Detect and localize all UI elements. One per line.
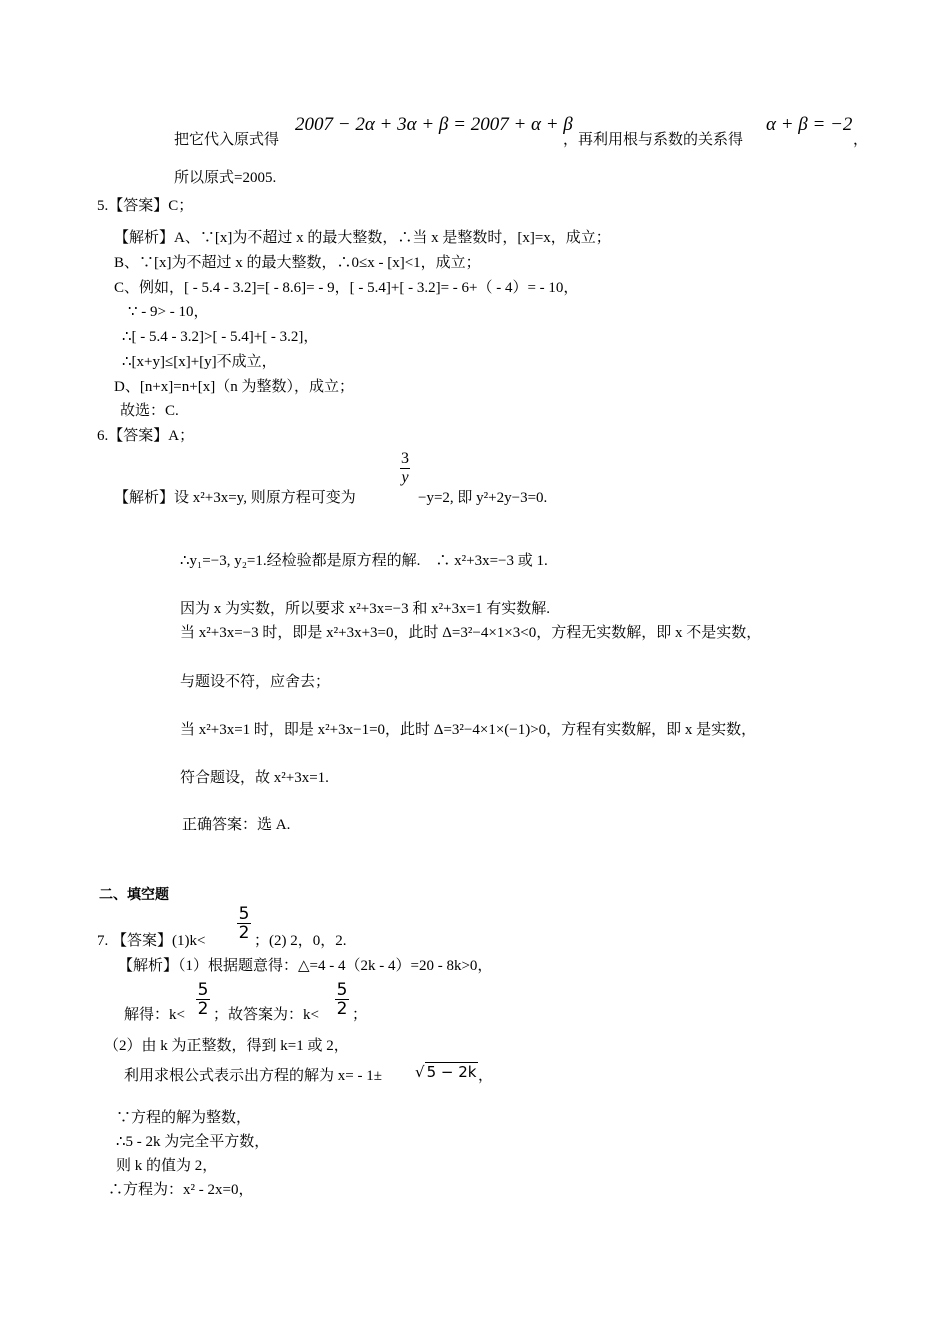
text: ；(2) 2，0，2. (254, 933, 347, 949)
text: 解得：k< (124, 1007, 185, 1023)
text: 利用求根公式表示出方程的解为 x= - 1± (124, 1068, 382, 1084)
numerator: 5 (197, 980, 209, 1000)
text: ∵ - 9> - 10， (128, 304, 209, 320)
text: ， (478, 1068, 494, 1084)
text: 【解析】A、∵[x]为不超过 x 的最大整数，∴当 x 是整数时，[x]=x，成立； (114, 230, 611, 246)
numerator: 3 (401, 450, 409, 467)
fraction (196, 981, 210, 1018)
denominator: 2 (336, 999, 348, 1019)
text: C、例如，[ - 5.4 - 3.2]=[ - 8.6]= - 9，[ - 5.4]+[ - 3.2]= - 6+（ - 4）= - 10， (114, 280, 579, 296)
denominator: y (401, 469, 409, 486)
text: ；故答案为：k< (213, 1007, 319, 1023)
denominator: 2 (238, 923, 250, 943)
answer-heading: 5.【答案】C； (97, 198, 194, 214)
square-root: √ 5 − 2k (415, 1063, 477, 1081)
text: 故选：C. (120, 403, 179, 419)
fraction (237, 905, 251, 942)
text: 则 k 的值为 2， (116, 1158, 218, 1174)
text: 所以原式=2005. (174, 170, 277, 186)
radicand: 5 − 2k (426, 1063, 477, 1081)
text: 因为 x 为实数，所以要求 x²+3x=−3 和 x²+3x=1 有实数解. (180, 601, 551, 617)
text: ∴y₁=−3, y₂=1.经检验都是原方程的解. ∴ x²+3x=−3 或 1. (180, 553, 548, 569)
text: （2）由 k 为正整数，得到 k=1 或 2， (104, 1038, 349, 1054)
text: 把它代入原式得 (174, 132, 280, 148)
fraction (335, 981, 349, 1018)
answer-heading: 7. 【答案】(1)k< (97, 933, 206, 949)
fraction (400, 450, 410, 487)
text: −y=2, 即 y²+2y−3=0. (418, 490, 548, 506)
text: ， (853, 132, 869, 148)
text: 【解析】（1）根据题意得：△=4 - 4（2k - 4）=20 - 8k>0， (118, 958, 493, 974)
answer-heading: 6.【答案】A； (97, 428, 195, 444)
text: ∴方程为：x² - 2x=0， (108, 1182, 254, 1198)
section-heading: 二、填空题 (99, 887, 169, 903)
text: ∴[x+y]≤[x]+[y]不成立， (122, 354, 277, 370)
text: ∴5 - 2k 为完全平方数， (116, 1134, 270, 1150)
text: ，再利用根与系数的关系得 (563, 132, 744, 148)
text: 当 x²+3x=1 时，即是 x²+3x−1=0，此时 Δ=3²−4×1×(−1)>0，方程有实数解，即 x 是实数， (180, 722, 757, 738)
formula: 2007 − 2α + 3α + β = 2007 + α + β (295, 114, 573, 135)
text: B、∵[x]为不超过 x 的最大整数，∴0≤x - [x]<1，成立； (114, 255, 481, 271)
text: D、[n+x]=n+[x]（n 为整数），成立； (114, 379, 354, 395)
text: 当 x²+3x=−3 时，即是 x²+3x+3=0，此时 Δ=3²−4×1×3<0，方程无实数解，即 x 不是实数， (180, 625, 762, 641)
text: ； (352, 1007, 368, 1023)
text: 符合题设，故 x²+3x=1. (180, 770, 329, 786)
formula: α + β = −2 (766, 114, 853, 135)
denominator: 2 (197, 999, 209, 1019)
text: 正确答案：选 A. (182, 817, 291, 833)
text: ∴[ - 5.4 - 3.2]>[ - 5.4]+[ - 3.2]， (122, 329, 319, 345)
numerator: 5 (238, 904, 250, 924)
text: 与题设不符，应舍去； (180, 674, 331, 690)
numerator: 5 (336, 980, 348, 1000)
text: ∵方程的解为整数， (116, 1110, 252, 1126)
text: 【解析】设 x²+3x=y, 则原方程可变为 (114, 490, 356, 506)
